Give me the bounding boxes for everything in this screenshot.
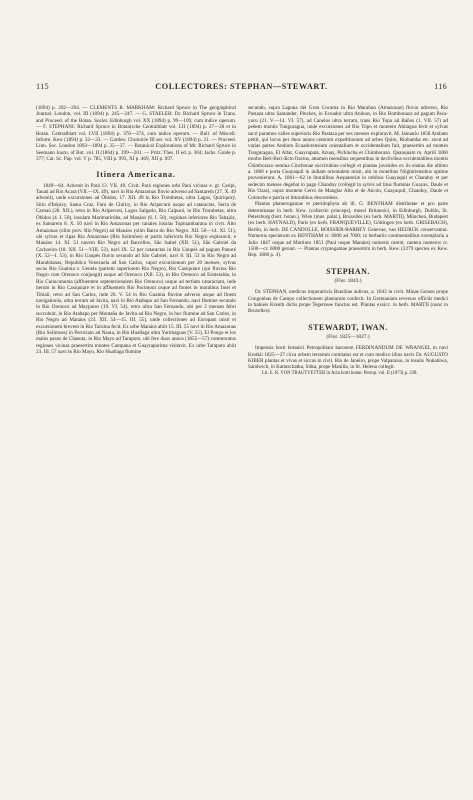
bibliography-paragraph: (1894) p. 202—204. — CLEMENTS R. MARKHAM: Richard Spruce in The geographical Journal. London, vol. III (1894) p. 245—247. — G. STAELER: Dr. Richard Spruce in Trans. and Proceed. of the Botan. Societ. Edinburgh vol. XX (1894) p. 99—109, cum indice operum. — F. STEPHANI: Richard Spruce in Botanische Centralblatt vol. LII (1894) p. 27—28 et in Botan. Centralblatt vol. LVII (1894) p. 370—374, cum indice operum. — Bull. of Miscell. Inform. Kew (1894) p. 32—33. — Garden. Chronicle III ser. vol. XV (1894) p. 21. — Proceed. Linn. Soc. London 1893—1894 p. 35—37. — Botanical Explorations of Mr. Richard Spruce in Seemann Journ. of Bot. vol. II (1864) p. 199—201. — Pritz. Thes. II ed. p. 304; Jacks. Guide p. 377; Cat. Sc. Pap. vol. V p. 785, VIII p. 993, XI p. 469, XII p. 697. — [36, 105, 236, 163]
right-column — [248, 105, 448, 376]
entry-text-stephan: Dr. STEPHAN, medicus imperatricis Brasiliae aulicus, a. 1843 in civit. Minas Geraes prope Congonhas de Campo collectionem plantarum confecit. In Germaniam reversus officiis medici in balneis Kreuth dictis prope Tegernsee functus est. Plantas exsicc. in herb. MARTII (nunc in Bruxelles). — [248, 289, 448, 315]
collections-paragraph: Plantas phanerogamae et pteridophyta ab ill. G. BENTHAM distributae et pro parte determinatae in herb. Kew. (collectio princeps), musei Britannici, in Edinburgh, Dublin, St. Petersburg (hort. botan.), Wien (mus. palat.), Bruxelles (ex herb. MARTII), München, Budapest (ex herb. HAYNALD), Paris (ex herb. FRANQUEVILLE), Göttingen (ex herb. GRISEBACH), Berlin, in herb. DE CANDOLLE, BOISSIER-BARBEY Genevae, van HEURCK conservantur. Numerus specierum ex BENTHAM cr. 6000 ad 7000; in herbariis continentalibus exemplaria a Julio 1847 usque ad Martium 1851 (Pará usque Manáos) numeris carent, caetera numeros cr. 1500—cr. 6000 gerunt. — Plantas cryptogamae praesertim in herb. Kew. (2279 species ex Kew. Rep. 1866 p. 4). — [248, 201, 448, 259]
running-title: COLLECTORES: STEPHAN—STEWART. — [155, 82, 328, 91]
entry-dates-stephan: (Flor. 1843.) — [334, 277, 362, 284]
entry-title-stewardt: STEWARDT, IWAN. — [308, 322, 388, 332]
itinerary-paragraph: 1849—64. Advenit in Pará 13. VII. 49. Civit. Pará regiones urbi Pará vicinas e. gr. Caripi, Tauaú ad Rio Acara (VII.—IX. 49), navi in Rio Amazonas fluvio adverso ad Santarem (27. X. 49 advenit), unde excursiones ad Óbidos, 17. XII. 49 in Rio Trombetas, ultra Lagos, Quiriquiry, Sitio d'Irépixy, Santa Cruz, Faro de Chiriry, in Rio Aripecurú usque ad cataractas, Serra de Carnaú (28. XII.), retro in Rio Aripecurú, Lagos Salgado, Rio Calpurú, in Rio Trombetas, ultra Óbidos (4. I. 50), insulam Marimarirúba, ad Manáos (6. I. 50), regiones inferiores Rio Tabajóz, ex Santarem 8. X. 50 navi in Rio Amazonas per canales insulas Tupinambarana in civit. Alto Amazonas (olim prov. Rio Negro) ad Manáos (olim Barra do Rio Negro. XII. 50—14. XI. 51), ubi sylvas et ripas Rio Amazonas (Rio Solimões) et partis inferioris Rio Negro exploravit, e Manáos 14. XI. 51 navem Rio Negro ad Barcellos, São Isabel (XII. 51), São Gabriel da Cachoeira (18. XII. 51—VIII. 52), navi IX. 52 per cataractas in Rio Uaupés ad pagum Panuré (X. 52—I. 53), in Rio Uaupés fluvio secundo ad São Gabriel, navi 8. III. 53 in Rio Negro ad Marabitanas, Republica Venezuela ad San Carlos, caput excursionum per 20 menses, sylvas secus Rio Guainia v. Uenela (partem superiorem Rio Negro), Rio Casiquiare (qui fluvius Rio Negro cum Orenoco conjungit) usque ad Orenoco (XII. 53), in Rio Orenoco ad Esmeralda, in Rio Cunucunuma (affluentem septentrionalem Rio Orenoco) usque ad tertiam cataractam, inde iterum in Rio Casiquiare et in affluentem Rio Pacimoni usque ad fontes in montibus Imei et Tibiali, retro ad San Carlos, inde 26. V. 54 in Rio Guainia fluvine adverso usque ad finem navigationis, ultra terram ad Javita, navi in Rio Atabapo ad San Fernando, navi flumine secundo in Rio Orenoco ad Maypures (19. VI. 54), retro ultra San Fernando, ubi per 2 menses febri succubuit, in Rio Atabapo per Montaña de Javita ad Rio Negro, in hoc flumine ad San Carlos, in Rio Negro ad Manáos (23. XII. 54—15. III. 55), unde collectiones ad Europam misit et excursionem brevem in Rio Taruma fecit. Ex urbe Manáos abiit 15. III. 55 navi in Rio Amazonas (Rio Solimoes) in Peruviam ad Nauta, in Rio Huallaga ultra Yurimaguas (V. 55), El Pongo et los malos pasos de Chasuta, in Rio Mayo ad Tarapoto, ubi fere duos annos (1855—57) commoratus regiones vicinas praesertim montes Campana et Guayrapurima visitavit. Ex urbe Tarapoto abiit 23. III. 57 navi in Rio Mayo, Rio Huallaga flumine — [36, 182, 236, 356]
entry-text-stewardt: Impensis horti botanici Petropolitani baronem FERDINANDUM DE WRANGEL in navi Krotkii 1825—27 circa orbem terrarum comitatus est et cum medico illius navis Dr. AUGUSTO KIBER plantas et vivas et siccas in civit. Rio de Janeiro, prope Valparaiso, in insulis Nukahiwa, Sandwich, in Kamtschatka, Sitka, prope Manilla, in St. Helena collegit. — [248, 345, 448, 371]
itinerary-continuation: secundo, supra Laguna del Gran Cocama in Rio Marañon (Amazonas) fluvio adverso, Rio Pastaza ultra Santander, Pinches, in Ecuador ultra Andoas, in Rio Bombonaza ad pagum Paca-yacu (21. V.—14. VI. 57), ad Canelos ultra terram, trans Rio Topo ad Baños (1. VII. 57) ad pedem montis Tunguragua, unde excursiones ad Rio Topo et montem Abitagua fecit et sylvas sacri paramos valles superioris Rio Pastaza per sex menses exploravit. M. Januario 1858 Ambato petiit, qui locus per duos annos centrum expeditionum ad urbes Quito, Riobamba etc. sicut ad varias partes Andium Ecuadorensium orientalium et occidentalium fuit, praesertim ad montes Tunguragua, El Altar, Guayrapata, Azuay, Pichincha et Chimborazo. Quanquam m. Aprili 1860 morbo Beri-Beri dicto fractus, attamen mensibus sequentibus in declivibus occidentalibus montis Chimborazo semina Cinchonae succirubrae collegit et plantas juveniles ex iis enatas die ultimo a. 1860 e porta Guayaquil in indiam orientalem misit, ubi in montibus Nilghiriensibus optime provenierunt. A. 1861—62 in litoralibus Aequatoriæ in urbibus Guayaquil et Chanduy et per sedecim menses degebat in pago Chanduy (collegit in sylvis ad litus fluminis Guayas, Daule et Rio Ozas), supra montem Cerro de Manglar Alto et de Ancón, Guayaquil, Chanduy, Daule et Colonche e patria et littoralibus descendens. — [248, 105, 449, 201]
entry-title-stephan: STEPHAN. — [326, 266, 370, 276]
section-heading: Itinera Americana. — [96, 169, 176, 179]
entry-dates-stewardt: (Flor. 1825—1827.) — [326, 333, 370, 340]
left-column — [36, 105, 236, 356]
running-header — [36, 82, 447, 96]
literature-note: Lit. E. R. VON TRAUTVETTER in Acta horti botan. Petrop. vol. II (1873) p. 238. — [262, 370, 418, 376]
page-number-left: 115 — [36, 82, 49, 91]
page-number-right: 116 — [434, 82, 447, 91]
